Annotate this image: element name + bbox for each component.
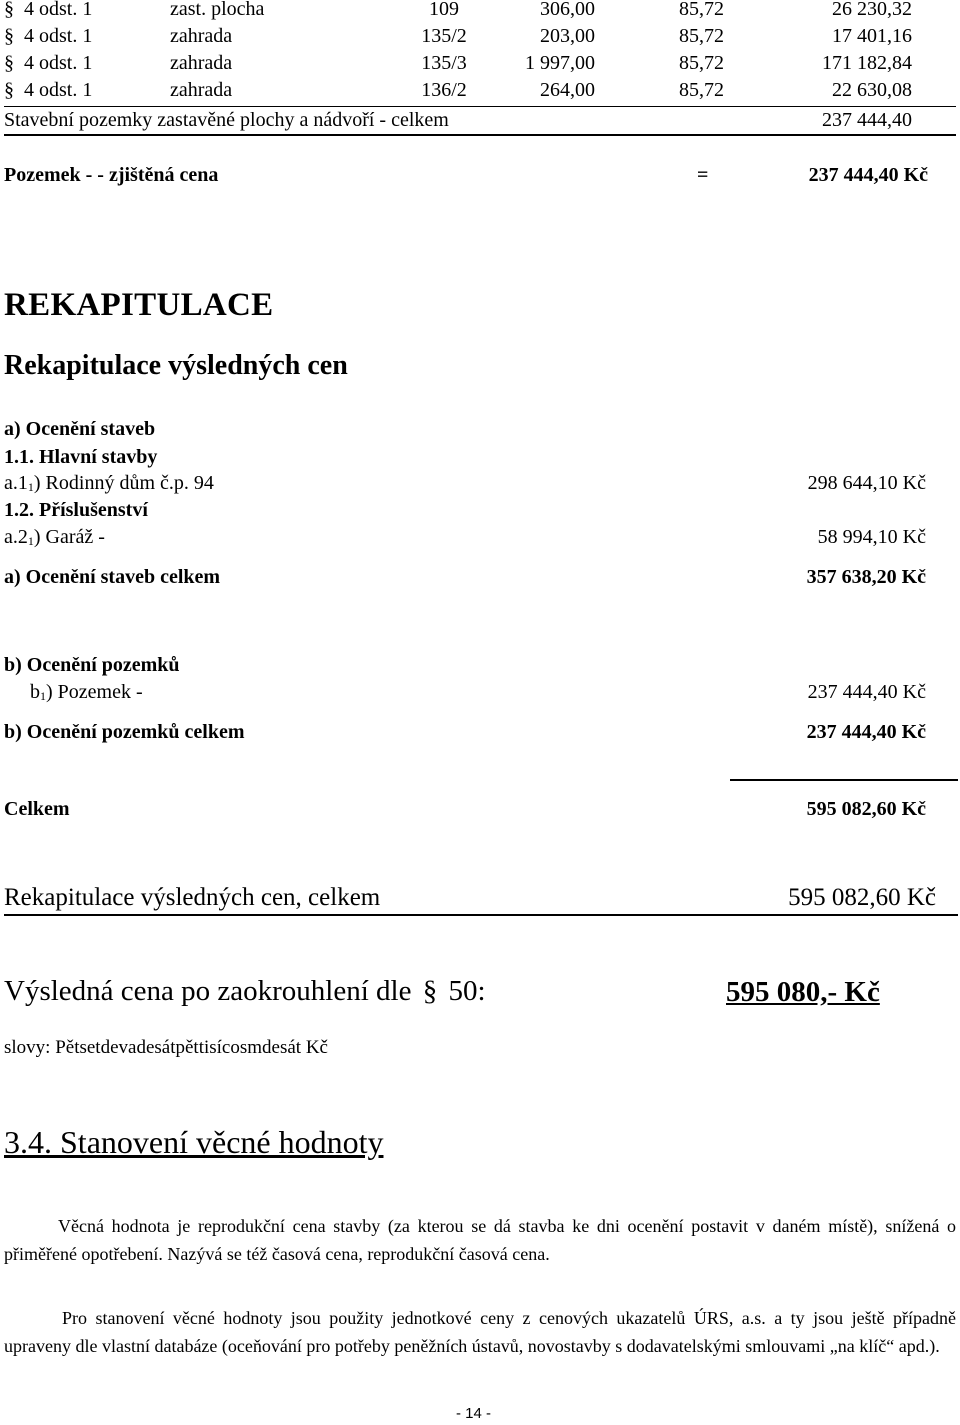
row-area: 203,00 xyxy=(540,25,595,47)
land-item xyxy=(30,681,143,704)
garage-item-value: 58 994,10 Kč xyxy=(817,526,926,548)
land-title: b) Ocenění pozemků xyxy=(4,654,180,676)
garage-item-sub: 1 xyxy=(27,534,34,548)
section-sign-icon: § xyxy=(422,975,438,1007)
garage-item-post: ) Garáž - xyxy=(33,526,105,548)
land-item-post: ) Pozemek - xyxy=(46,681,143,703)
row-total: 22 630,08 xyxy=(832,79,912,101)
house-item-post: ) Rodinný dům č.p. 94 xyxy=(33,472,214,494)
paragraph-1-text: Věcná hodnota je reprodukční cena stavby (za kterou se dá stavba ke dni ocenění postavit v daném místě), snížená o přiměřené opotřebení. Nazývá se též časová cena, reprodukční časová cena. xyxy=(4,1216,956,1264)
row-type: 4 odst. 1 xyxy=(24,25,93,47)
checkbox-bullet-icon: § xyxy=(4,25,14,47)
garage-item-pre: a.2 xyxy=(4,526,28,548)
sum-rule xyxy=(730,779,958,781)
row-parcel: 136/2 xyxy=(421,79,467,101)
recap-total-value: 595 082,60 Kč xyxy=(788,884,936,911)
row-parcel: 135/2 xyxy=(421,25,467,47)
row-total: 26 230,32 xyxy=(832,0,912,20)
row-total: 171 182,84 xyxy=(822,52,912,74)
land-total-rule xyxy=(4,134,956,136)
checkbox-bullet-icon: § xyxy=(4,0,14,20)
recap-subheading: Rekapitulace výsledných cen xyxy=(4,350,348,381)
page-number: - 14 - xyxy=(456,1405,492,1422)
recap-total-rule xyxy=(4,914,958,916)
checkbox-bullet-icon: § xyxy=(4,79,14,101)
amount-in-words: slovy: Pětsetdevadesátpěttisícosmdesát Kč xyxy=(4,1037,328,1058)
row-parcel: 135/3 xyxy=(421,52,467,74)
land-price-value: 237 444,40 Kč xyxy=(808,164,928,186)
row-kind: zahrada xyxy=(170,52,233,74)
house-item xyxy=(4,472,214,495)
section-title: 3.4. Stanovení věcné hodnoty xyxy=(4,1124,384,1160)
row-parcel: 109 xyxy=(429,0,459,20)
land-total-recap-label: b) Ocenění pozemků celkem xyxy=(4,721,245,743)
row-kind: zast. plocha xyxy=(170,0,265,20)
land-item-value: 237 444,40 Kč xyxy=(807,681,926,703)
row-area: 306,00 xyxy=(540,0,595,20)
land-price-eq: = xyxy=(697,164,709,186)
sum-label: Celkem xyxy=(4,798,70,820)
recap-heading: REKAPITULACE xyxy=(4,287,274,323)
row-area: 264,00 xyxy=(540,79,595,101)
main-buildings-heading: 1.1. Hlavní stavby xyxy=(4,446,158,468)
land-item-pre: b xyxy=(30,681,40,703)
land-total-label: Stavební pozemky zastavěné plochy a nádvoří - celkem xyxy=(4,109,449,131)
row-price: 85,72 xyxy=(679,25,724,47)
land-total-recap-value: 237 444,40 Kč xyxy=(806,721,926,743)
final-value: 595 080,- Kč xyxy=(726,976,880,1008)
garage-item xyxy=(4,526,105,549)
row-kind: zahrada xyxy=(170,25,233,47)
land-price-label: Pozemek - - zjištěná cena xyxy=(4,164,219,186)
buildings-total-label: a) Ocenění staveb celkem xyxy=(4,566,221,588)
buildings-total-value: 357 638,20 Kč xyxy=(806,566,926,588)
row-area: 1 997,00 xyxy=(525,52,595,74)
paragraph-1 xyxy=(4,1212,956,1268)
row-kind: zahrada xyxy=(170,79,233,101)
house-item-sub: 1 xyxy=(27,480,34,494)
sum-value: 595 082,60 Kč xyxy=(806,798,926,820)
paragraph-2-text: Pro stanovení věcné hodnoty jsou použity jednotkové ceny z cenových ukazatelů ÚRS, a.s. a ty jsou ještě případně upraveny dle vlastní databáze (oceňování pro potřeby peněžních ústavů, novostavby s dodavatelskými smlouvami „na klíč“ apd.). xyxy=(4,1308,956,1356)
final-label xyxy=(4,975,486,1008)
row-price: 85,72 xyxy=(679,79,724,101)
land-total-value: 237 444,40 xyxy=(822,109,912,131)
row-total: 17 401,16 xyxy=(832,25,912,47)
house-item-value: 298 644,10 Kč xyxy=(807,472,926,494)
land-item-sub: 1 xyxy=(40,689,46,703)
buildings-title: a) Ocenění staveb xyxy=(4,418,156,440)
recap-total-label: Rekapitulace výsledných cen, celkem xyxy=(4,884,381,911)
row-price: 85,72 xyxy=(679,0,724,20)
paragraph-2 xyxy=(4,1304,956,1360)
row-type: 4 odst. 1 xyxy=(24,52,93,74)
final-label-post: 50: xyxy=(448,975,486,1007)
checkbox-bullet-icon: § xyxy=(4,52,14,74)
final-label-pre: Výsledná cena po zaokrouhlení dle xyxy=(4,975,412,1007)
row-type: 4 odst. 1 xyxy=(24,79,93,101)
accessories-heading: 1.2. Příslušenství xyxy=(4,499,148,521)
row-price: 85,72 xyxy=(679,52,724,74)
row-type: 4 odst. 1 xyxy=(24,0,93,20)
house-item-pre: a.1 xyxy=(4,472,28,494)
table-bottom-rule xyxy=(4,106,956,107)
